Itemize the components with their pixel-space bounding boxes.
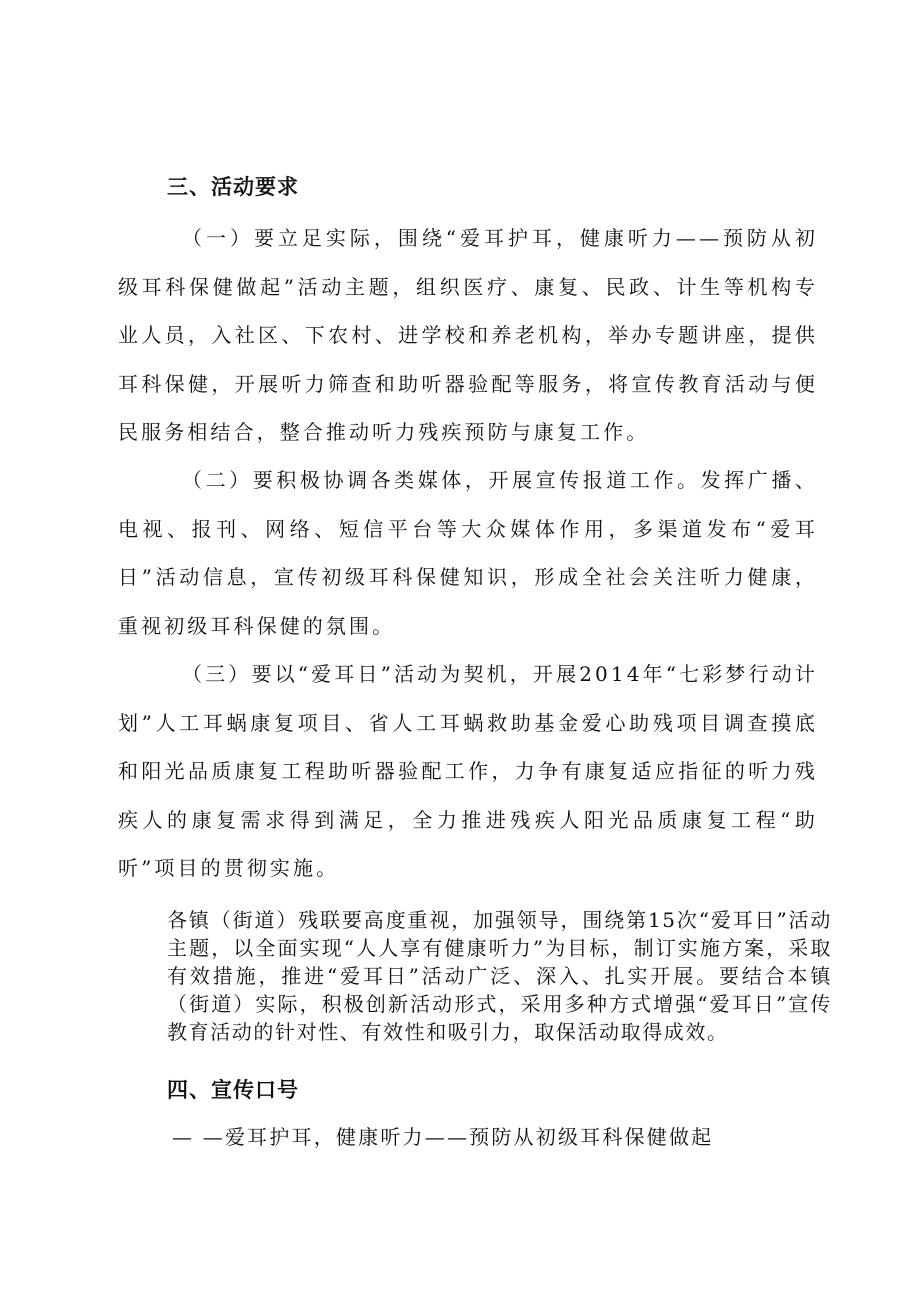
section-4-heading: 四、宣传口号 [167,1078,299,1102]
section-3-heading: 三、活动要求 [167,175,299,199]
paragraph-3: （三）要以“爱耳日”活动为契机，开展2014年“七彩梦行动计划”人工耳蜗康复项目、省人工耳蜗救助基金爱心助残项目调查摸底和阳光品质康复工程助听器验配工作，力争有康复适应指征的听力残疾人的康复需求得到满足，全力推进残疾人阳光品质康复工程“助听”项目的贯彻实施。 [118,662,818,880]
paragraph-2: （二）要积极协调各类媒体，开展宣传报道工作。发挥广播、电视、报刊、网络、短信平台等大众媒体作用，多渠道发布“爱耳日”活动信息，宣传初级耳科保健知识，形成全社会关注听力健康，重视初级耳科保健的氛围。 [118,468,818,638]
paragraph-4: 各镇（街道）残联要高度重视，加强领导，围绕第15次“爱耳日”活动主题，以全面实现“人人享有健康听力”为目标，制订实施方案，采取有效措施，推进“爱耳日”活动广泛、深入、扎实开展。要结合本镇（街道）实际，积极创新活动形式，采用多种方式增强“爱耳日”宣传教育活动的针对性、有效性和吸引力，取保活动取得成效。 [167,908,832,1044]
paragraph-1: （一）要立足实际，围绕“爱耳护耳，健康听力——预防从初级耳科保健做起”活动主题，组织医疗、康复、民政、计生等机构专业人员，入社区、下农村、进学校和养老机构，举办专题讲座，提供耳科保健，开展听力筛查和助听器验配等服务，将宣传教育活动与便民服务相结合，整合推动听力残疾预防与康复工作。 [118,226,818,444]
slogan-text: — —爱耳护耳，健康听力——预防从初级耳科保健做起 [172,1125,714,1149]
